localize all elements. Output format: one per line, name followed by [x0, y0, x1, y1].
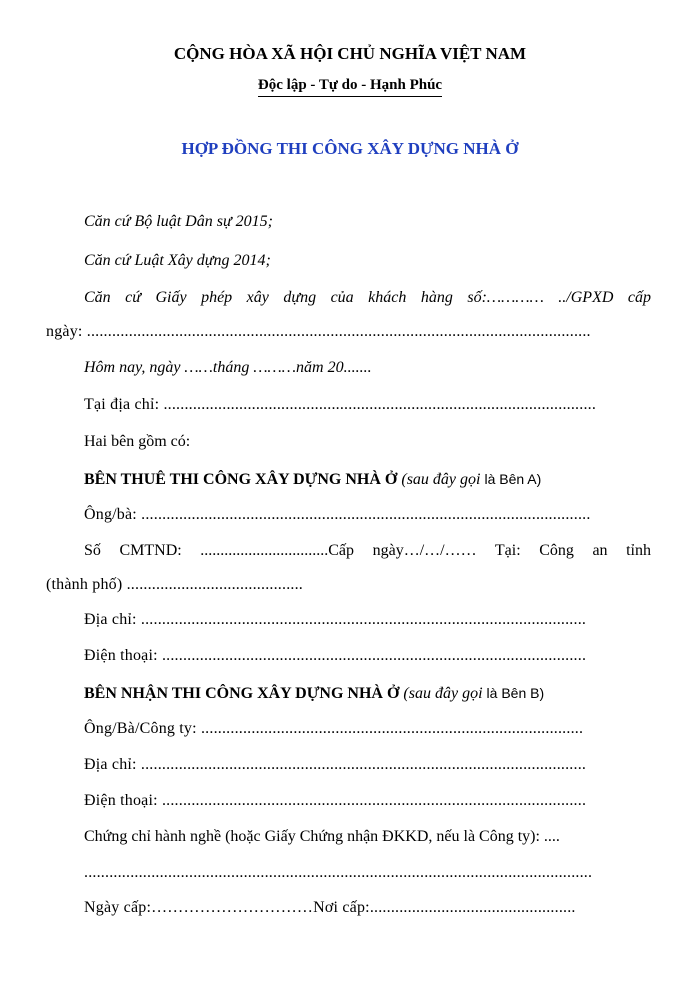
contract-address-line: Tại địa chỉ: .......................................................................................................: [84, 396, 597, 413]
national-title: CỘNG HÒA XÃ HỘI CHỦ NGHĨA VIỆT NAM: [173, 44, 527, 63]
national-motto: Độc lập - Tự do - Hạnh Phúc: [258, 75, 442, 97]
party-a-id-line: Số CMTND: ................................Cấp ngày…/…/…… Tại: Công an tỉnh: [84, 542, 651, 559]
motto-wrapper: [0, 75, 700, 97]
contract-date-line: Hôm nay, ngày ……tháng ………năm 20.......: [84, 359, 372, 376]
basis-construction-law: Căn cứ Luật Xây dựng 2014;: [84, 252, 271, 269]
parties-intro: Hai bên gồm có:: [84, 433, 191, 450]
party-a-id-place-line: (thành phố) ..........................................: [46, 576, 304, 593]
party-b-issue-line: Ngày cấp:…………………………Nơi cấp:.................................................: [84, 899, 576, 916]
party-a-phone-line: Điện thoại: .....................................................................................................: [84, 647, 587, 664]
party-b-heading: BÊN NHẬN THI CÔNG XÂY DỰNG NHÀ Ở: [84, 685, 400, 702]
party-b-phone-line: Điện thoại: .....................................................................................................: [84, 792, 587, 809]
party-a-note-end: là Bên A): [484, 471, 542, 487]
party-a-address-line: Địa chỉ: ..........................................................................................................: [84, 611, 587, 628]
document-title: HỢP ĐỒNG THI CÔNG XÂY DỰNG NHÀ Ở: [181, 139, 519, 158]
party-a-heading: BÊN THUÊ THI CÔNG XÂY DỰNG NHÀ Ở: [84, 471, 398, 488]
party-a-name-line: Ông/bà: ...........................................................................................................: [84, 506, 591, 523]
party-a-heading-line: [84, 469, 541, 490]
party-b-address-line: Địa chỉ: ..........................................................................................................: [84, 756, 587, 773]
permit-date-line: ngày: ........................................................................................................................: [46, 323, 591, 340]
party-a-note: (sau đây gọi: [401, 471, 481, 488]
basis-building-permit: Căn cứ Giấy phép xây dựng của khách hàng số:………… ../GPXD cấp: [84, 289, 651, 306]
party-b-name-line: Ông/Bà/Công ty: ...........................................................................................: [84, 720, 584, 737]
party-b-heading-line: [84, 683, 544, 704]
party-b-note: (sau đây gọi: [403, 685, 483, 702]
party-b-cert-blank: .........................................................................................................................: [84, 864, 593, 881]
party-b-cert-line: Chứng chỉ hành nghề (hoặc Giấy Chứng nhận ĐKKD, nếu là Công ty): ....: [84, 828, 560, 845]
basis-civil-code: Căn cứ Bộ luật Dân sự 2015;: [84, 213, 273, 230]
party-b-note-end: là Bên B): [486, 685, 545, 701]
